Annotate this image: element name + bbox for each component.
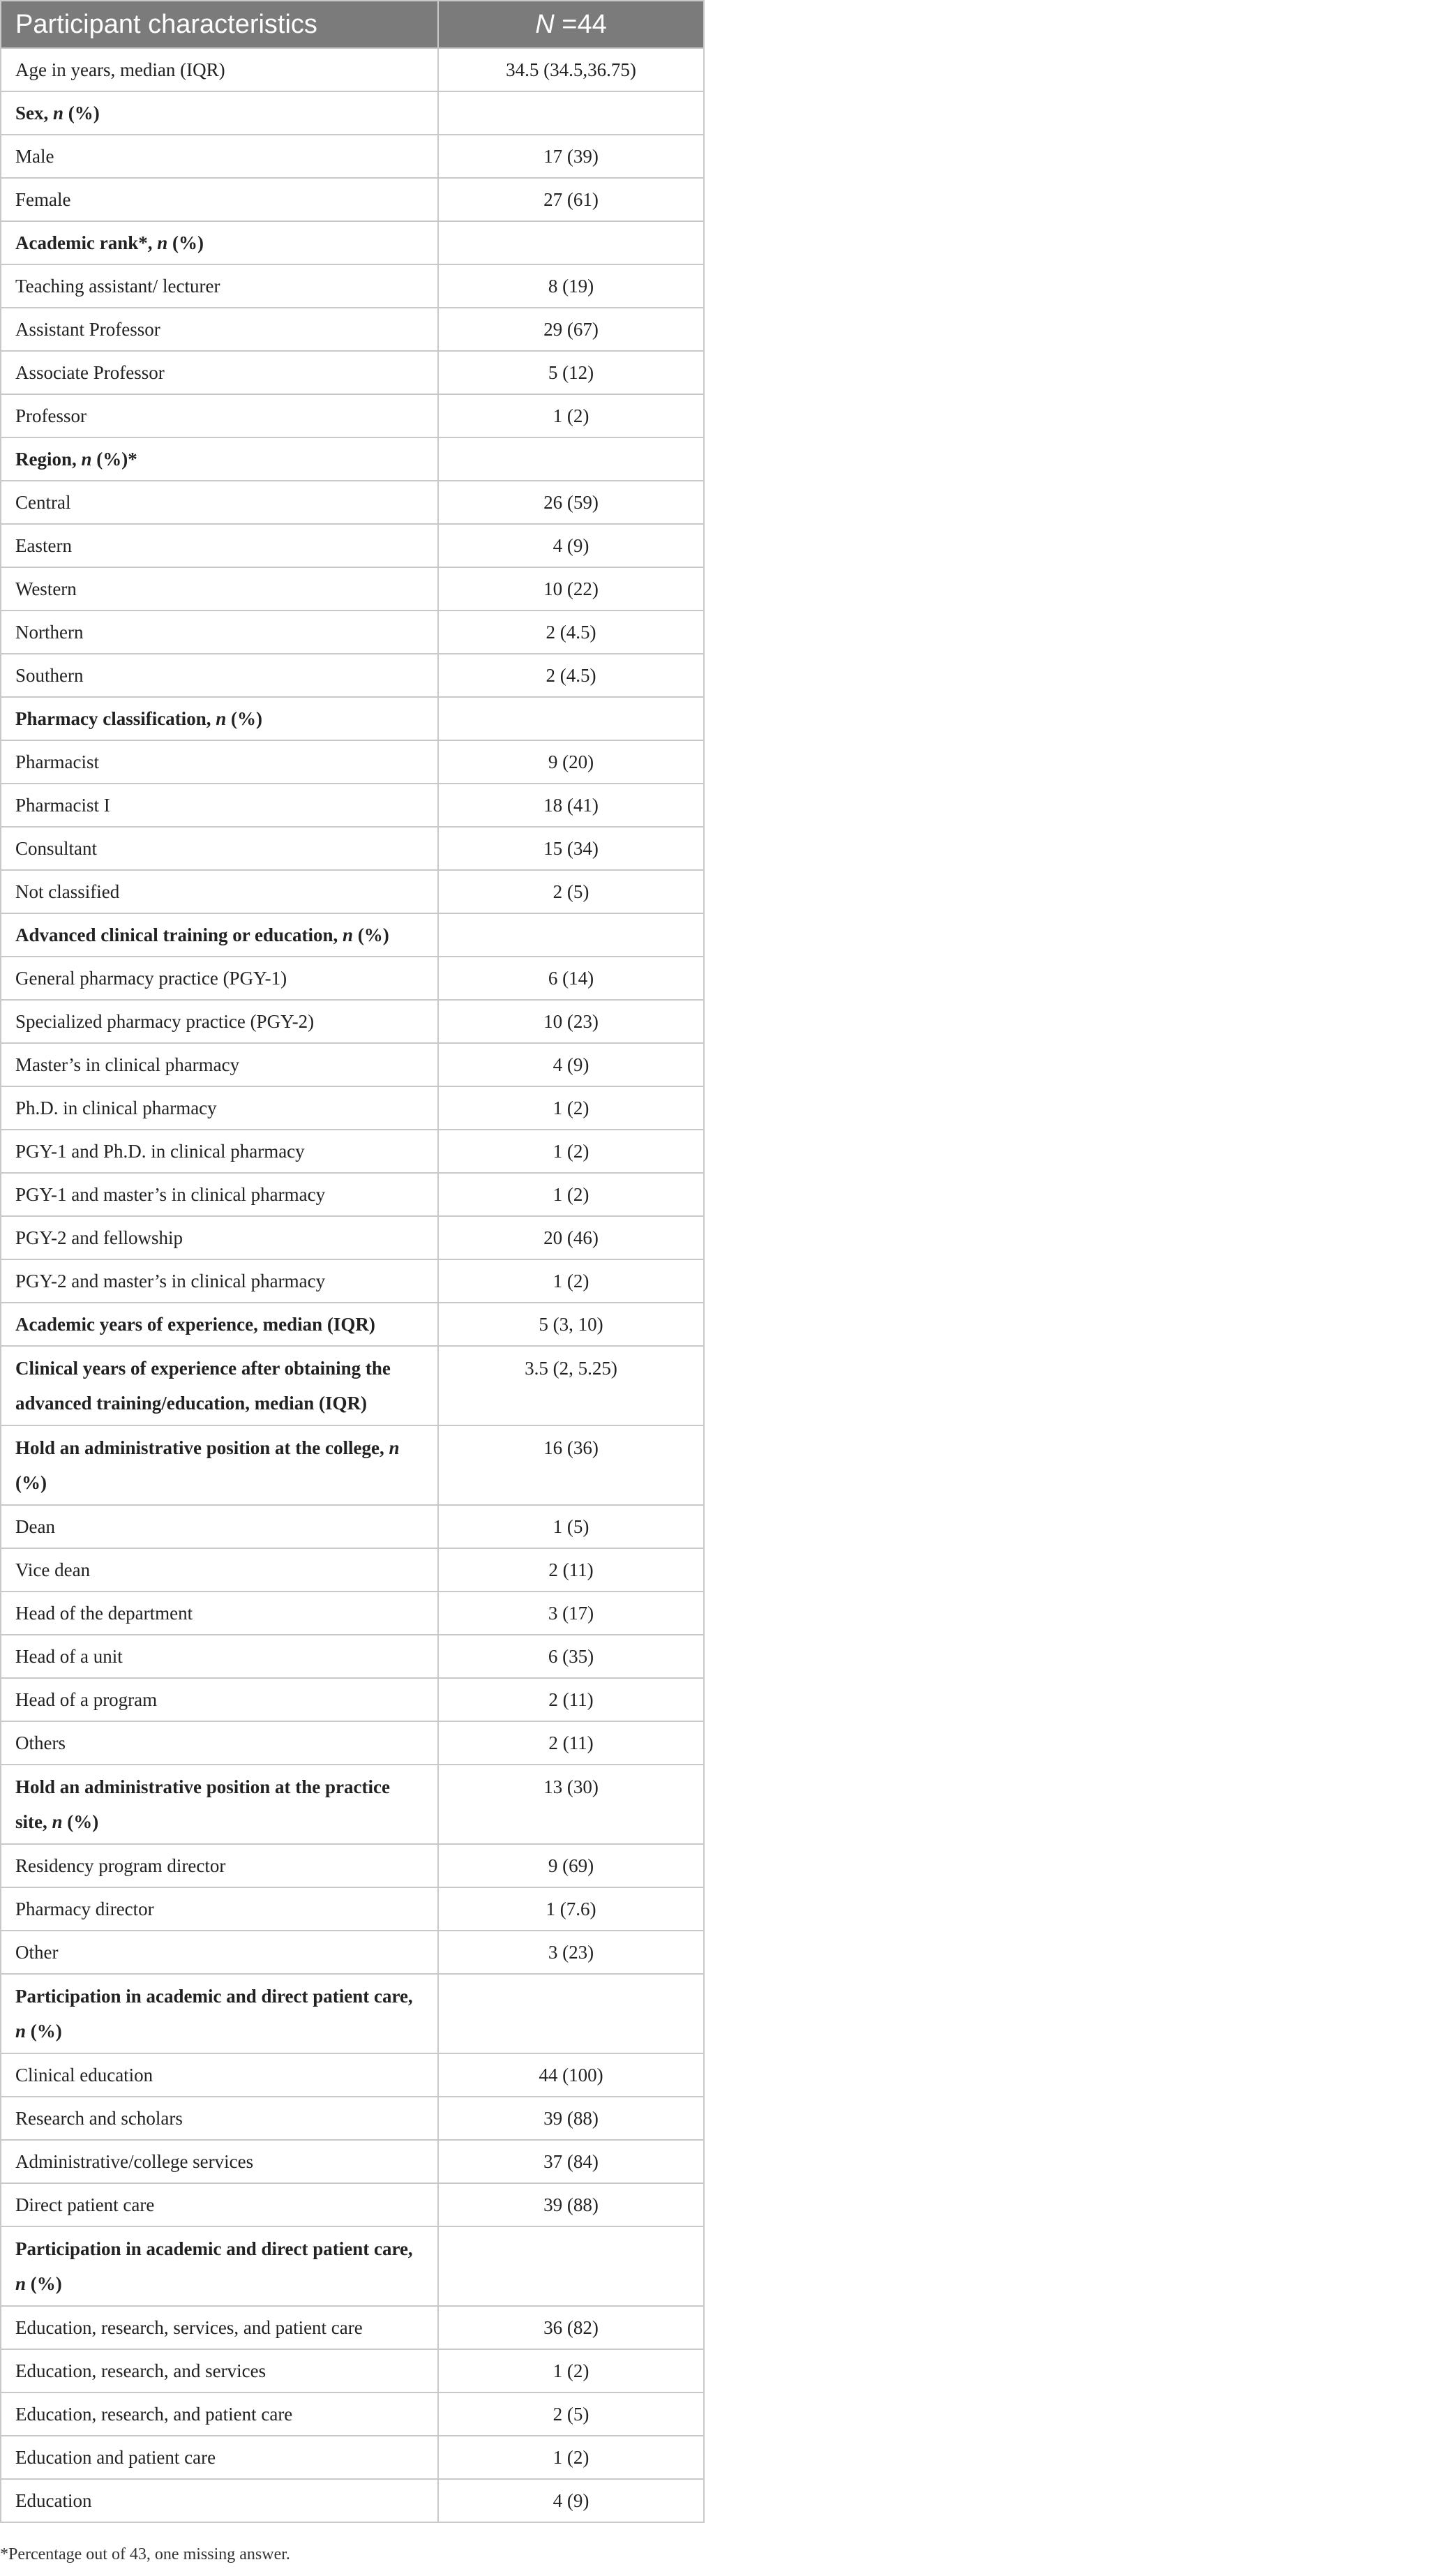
row-value: 3.5 (2, 5.25) bbox=[438, 1346, 704, 1425]
table-row bbox=[1, 2226, 704, 2306]
row-value: 10 (23) bbox=[438, 1000, 704, 1043]
row-label-text: Participation in academic and direct patient care, bbox=[15, 2238, 413, 2259]
row-label-text: Age in years, median (IQR) bbox=[15, 59, 225, 80]
row-label-text: General pharmacy practice (PGY-1) bbox=[15, 968, 287, 989]
row-value: 16 (36) bbox=[438, 1425, 704, 1505]
row-label bbox=[1, 2436, 438, 2479]
section-label bbox=[1, 1974, 438, 2053]
row-label-suffix: (%) bbox=[167, 232, 204, 253]
table-row bbox=[1, 2097, 704, 2140]
row-label bbox=[1, 2349, 438, 2392]
row-label-suffix: (%) bbox=[353, 924, 389, 945]
table-row bbox=[1, 48, 704, 91]
table-row bbox=[1, 1721, 704, 1765]
section-label bbox=[1, 1765, 438, 1844]
table-row bbox=[1, 308, 704, 351]
table-row bbox=[1, 1173, 704, 1216]
row-value: 18 (41) bbox=[438, 784, 704, 827]
table-row bbox=[1, 1931, 704, 1974]
row-label-text: Education bbox=[15, 2490, 92, 2511]
row-value: 39 (88) bbox=[438, 2097, 704, 2140]
row-label bbox=[1, 1887, 438, 1931]
section-label bbox=[1, 437, 438, 481]
table-row bbox=[1, 2349, 704, 2392]
table-row bbox=[1, 1887, 704, 1931]
header-sample-size bbox=[438, 1, 704, 48]
row-value: 2 (4.5) bbox=[438, 611, 704, 654]
table-row bbox=[1, 2053, 704, 2097]
table-row bbox=[1, 1043, 704, 1086]
row-label-n-symbol: n bbox=[389, 1437, 400, 1458]
row-label-text: PGY-1 and Ph.D. in clinical pharmacy bbox=[15, 1141, 305, 1162]
table-row bbox=[1, 1844, 704, 1887]
table-row bbox=[1, 1303, 704, 1346]
row-label-suffix: (%)* bbox=[91, 449, 137, 470]
table-row bbox=[1, 870, 704, 913]
row-value: 20 (46) bbox=[438, 1216, 704, 1259]
row-label-text: Consultant bbox=[15, 838, 98, 859]
row-value: 39 (88) bbox=[438, 2183, 704, 2226]
row-label-text: Academic years of experience, median (IQR) bbox=[15, 1314, 375, 1335]
row-value: 1 (2) bbox=[438, 1173, 704, 1216]
table-row bbox=[1, 784, 704, 827]
row-value: 3 (23) bbox=[438, 1931, 704, 1974]
table-row bbox=[1, 2392, 704, 2436]
row-label bbox=[1, 1548, 438, 1592]
row-label bbox=[1, 2392, 438, 2436]
row-label-text: Head of the department bbox=[15, 1603, 193, 1624]
row-value: 1 (2) bbox=[438, 2436, 704, 2479]
row-value: 15 (34) bbox=[438, 827, 704, 870]
table-row bbox=[1, 221, 704, 264]
row-label bbox=[1, 784, 438, 827]
row-label-suffix: (%) bbox=[226, 708, 262, 729]
row-value: 1 (2) bbox=[438, 394, 704, 437]
table-row bbox=[1, 1086, 704, 1130]
section-label bbox=[1, 91, 438, 135]
row-label-text: Dean bbox=[15, 1516, 55, 1537]
row-value bbox=[438, 1974, 704, 2053]
row-label bbox=[1, 48, 438, 91]
row-label bbox=[1, 1216, 438, 1259]
table-row bbox=[1, 1000, 704, 1043]
row-value bbox=[438, 2226, 704, 2306]
row-label bbox=[1, 611, 438, 654]
row-label bbox=[1, 2097, 438, 2140]
row-label bbox=[1, 1505, 438, 1548]
row-label-text: Clinical education bbox=[15, 2065, 153, 2085]
row-value: 4 (9) bbox=[438, 1043, 704, 1086]
row-value: 5 (12) bbox=[438, 351, 704, 394]
row-label bbox=[1, 394, 438, 437]
row-label-text: Head of a program bbox=[15, 1689, 158, 1710]
row-label bbox=[1, 2183, 438, 2226]
row-label-n-symbol: n bbox=[343, 924, 354, 945]
row-value: 2 (11) bbox=[438, 1678, 704, 1721]
row-label-text: Others bbox=[15, 1732, 66, 1753]
row-label bbox=[1, 178, 438, 221]
row-label-text: Western bbox=[15, 578, 77, 599]
row-label-text: Associate Professor bbox=[15, 362, 165, 383]
row-value: 4 (9) bbox=[438, 524, 704, 567]
row-label-text: Residency program director bbox=[15, 1855, 226, 1876]
table-row bbox=[1, 1548, 704, 1592]
table-footnote: *Percentage out of 43, one missing answer. bbox=[0, 2545, 290, 2563]
row-label-text: Head of a unit bbox=[15, 1646, 123, 1667]
table-row bbox=[1, 567, 704, 611]
header-row bbox=[1, 1, 704, 48]
table-row bbox=[1, 1259, 704, 1303]
row-value: 13 (30) bbox=[438, 1765, 704, 1844]
row-value: 36 (82) bbox=[438, 2306, 704, 2349]
row-label-n-symbol: n bbox=[53, 103, 64, 123]
section-label bbox=[1, 1303, 438, 1346]
table-row bbox=[1, 1635, 704, 1678]
row-label bbox=[1, 1086, 438, 1130]
row-value: 4 (9) bbox=[438, 2479, 704, 2522]
row-label-n-symbol: n bbox=[52, 1811, 63, 1832]
row-label-text: PGY-2 and fellowship bbox=[15, 1227, 183, 1248]
table-row bbox=[1, 697, 704, 740]
table-row bbox=[1, 1130, 704, 1173]
row-label-text: Assistant Professor bbox=[15, 319, 160, 340]
row-value: 10 (22) bbox=[438, 567, 704, 611]
row-label bbox=[1, 524, 438, 567]
row-label-suffix: (%) bbox=[15, 1472, 47, 1493]
row-value: 5 (3, 10) bbox=[438, 1303, 704, 1346]
row-label-text: Hold an administrative position at the college, bbox=[15, 1437, 389, 1458]
table-row bbox=[1, 91, 704, 135]
row-label-text: Pharmacy director bbox=[15, 1899, 154, 1919]
row-label-text: Research and scholars bbox=[15, 2108, 183, 2129]
row-label-text: Region, bbox=[15, 449, 82, 470]
row-label-text: Direct patient care bbox=[15, 2194, 155, 2215]
table-row bbox=[1, 1678, 704, 1721]
row-value: 1 (2) bbox=[438, 1086, 704, 1130]
table-row bbox=[1, 394, 704, 437]
table-row bbox=[1, 827, 704, 870]
table-row bbox=[1, 2436, 704, 2479]
table-row bbox=[1, 1505, 704, 1548]
header-n-symbol: N bbox=[535, 9, 555, 39]
row-label-text: PGY-1 and master’s in clinical pharmacy bbox=[15, 1184, 326, 1205]
row-label bbox=[1, 1592, 438, 1635]
row-label bbox=[1, 264, 438, 308]
table-row bbox=[1, 1425, 704, 1505]
table-row bbox=[1, 611, 704, 654]
row-label-text: Vice dean bbox=[15, 1559, 91, 1580]
row-label bbox=[1, 740, 438, 784]
row-label bbox=[1, 1931, 438, 1974]
table-row bbox=[1, 351, 704, 394]
row-value: 29 (67) bbox=[438, 308, 704, 351]
section-label bbox=[1, 913, 438, 957]
row-label-text: Pharmacy classification, bbox=[15, 708, 216, 729]
row-value: 8 (19) bbox=[438, 264, 704, 308]
row-label-text: Education and patient care bbox=[15, 2447, 216, 2468]
row-label-suffix: (%) bbox=[26, 2021, 62, 2042]
row-label bbox=[1, 2053, 438, 2097]
table-row bbox=[1, 957, 704, 1000]
row-label-n-symbol: n bbox=[157, 232, 168, 253]
table-row bbox=[1, 1974, 704, 2053]
table-row bbox=[1, 437, 704, 481]
table-row bbox=[1, 1216, 704, 1259]
header-n-value: =44 bbox=[554, 9, 607, 39]
row-label-text: Master’s in clinical pharmacy bbox=[15, 1054, 240, 1075]
row-label bbox=[1, 957, 438, 1000]
row-label-text: Education, research, services, and patient care bbox=[15, 2317, 363, 2338]
row-value: 2 (11) bbox=[438, 1548, 704, 1592]
row-label-text: Pharmacist I bbox=[15, 795, 110, 816]
row-value: 1 (2) bbox=[438, 1259, 704, 1303]
table-row bbox=[1, 135, 704, 178]
row-label bbox=[1, 567, 438, 611]
row-label bbox=[1, 1678, 438, 1721]
row-label-text: Advanced clinical training or education, bbox=[15, 924, 343, 945]
row-label-n-symbol: n bbox=[15, 2273, 27, 2294]
row-label bbox=[1, 308, 438, 351]
row-value: 3 (17) bbox=[438, 1592, 704, 1635]
row-label-text: Southern bbox=[15, 665, 84, 686]
table-row bbox=[1, 2140, 704, 2183]
row-value: 2 (5) bbox=[438, 870, 704, 913]
section-label bbox=[1, 697, 438, 740]
row-value: 1 (5) bbox=[438, 1505, 704, 1548]
row-label bbox=[1, 1259, 438, 1303]
row-value bbox=[438, 91, 704, 135]
table-row bbox=[1, 178, 704, 221]
row-label-text: Education, research, and patient care bbox=[15, 2404, 293, 2425]
row-value: 9 (20) bbox=[438, 740, 704, 784]
table-row bbox=[1, 913, 704, 957]
row-value: 1 (7.6) bbox=[438, 1887, 704, 1931]
row-value: 27 (61) bbox=[438, 178, 704, 221]
row-value: 6 (14) bbox=[438, 957, 704, 1000]
row-label bbox=[1, 1844, 438, 1887]
row-label-text: Not classified bbox=[15, 881, 120, 902]
row-label-text: Male bbox=[15, 146, 54, 167]
row-label-suffix: (%) bbox=[62, 1811, 99, 1832]
participant-characteristics-table bbox=[0, 0, 705, 2523]
row-label-text: Sex, bbox=[15, 103, 53, 123]
row-label-suffix: (%) bbox=[63, 103, 100, 123]
row-value bbox=[438, 697, 704, 740]
row-label bbox=[1, 351, 438, 394]
row-label bbox=[1, 2306, 438, 2349]
row-label-text: PGY-2 and master’s in clinical pharmacy bbox=[15, 1271, 326, 1291]
row-value: 17 (39) bbox=[438, 135, 704, 178]
row-value bbox=[438, 913, 704, 957]
row-label-text: Central bbox=[15, 492, 71, 513]
row-value: 1 (2) bbox=[438, 1130, 704, 1173]
table-row bbox=[1, 264, 704, 308]
row-label bbox=[1, 870, 438, 913]
row-label bbox=[1, 827, 438, 870]
table-row bbox=[1, 654, 704, 697]
row-label-text: Clinical years of experience after obtaining the advanced training/education, median (IQR) bbox=[15, 1358, 391, 1414]
row-value: 37 (84) bbox=[438, 2140, 704, 2183]
row-label-text: Female bbox=[15, 189, 71, 210]
row-label bbox=[1, 1000, 438, 1043]
table-body bbox=[1, 48, 704, 2522]
section-label bbox=[1, 1346, 438, 1425]
row-label-n-symbol: n bbox=[81, 449, 92, 470]
row-label bbox=[1, 2140, 438, 2183]
row-label-text: Teaching assistant/ lecturer bbox=[15, 276, 220, 297]
table-row bbox=[1, 2183, 704, 2226]
row-label-text: Pharmacist bbox=[15, 751, 99, 772]
row-label-text: Hold an administrative position at the practice site, bbox=[15, 1776, 390, 1832]
row-label-text: Other bbox=[15, 1942, 59, 1963]
row-value: 2 (11) bbox=[438, 1721, 704, 1765]
table-row bbox=[1, 1346, 704, 1425]
table-row bbox=[1, 1592, 704, 1635]
row-label bbox=[1, 135, 438, 178]
row-value: 6 (35) bbox=[438, 1635, 704, 1678]
row-label bbox=[1, 1635, 438, 1678]
row-label bbox=[1, 2479, 438, 2522]
row-label bbox=[1, 1043, 438, 1086]
characteristics-table-container bbox=[0, 0, 703, 2523]
row-label-text: Ph.D. in clinical pharmacy bbox=[15, 1098, 217, 1118]
row-label bbox=[1, 1173, 438, 1216]
row-value: 1 (2) bbox=[438, 2349, 704, 2392]
row-label-text: Specialized pharmacy practice (PGY-2) bbox=[15, 1011, 315, 1032]
row-label-text: Participation in academic and direct patient care, bbox=[15, 1986, 413, 2007]
table-row bbox=[1, 2479, 704, 2522]
row-label-text: Administrative/college services bbox=[15, 2151, 254, 2172]
row-value: 34.5 (34.5,36.75) bbox=[438, 48, 704, 91]
table-header bbox=[1, 1, 704, 48]
table-row bbox=[1, 524, 704, 567]
row-label bbox=[1, 1721, 438, 1765]
row-label-text: Professor bbox=[15, 405, 87, 426]
table-row bbox=[1, 1765, 704, 1844]
row-label-n-symbol: n bbox=[15, 2021, 27, 2042]
table-row bbox=[1, 2306, 704, 2349]
row-label-text: Eastern bbox=[15, 535, 72, 556]
section-label bbox=[1, 1425, 438, 1505]
row-value bbox=[438, 221, 704, 264]
row-label bbox=[1, 481, 438, 524]
row-label-suffix: (%) bbox=[26, 2273, 62, 2294]
table-row bbox=[1, 740, 704, 784]
row-value: 2 (5) bbox=[438, 2392, 704, 2436]
row-label bbox=[1, 654, 438, 697]
row-value: 2 (4.5) bbox=[438, 654, 704, 697]
row-label-n-symbol: n bbox=[216, 708, 227, 729]
row-value: 26 (59) bbox=[438, 481, 704, 524]
row-value: 9 (69) bbox=[438, 1844, 704, 1887]
row-label-text: Education, research, and services bbox=[15, 2360, 266, 2381]
row-label-text: Academic rank*, bbox=[15, 232, 158, 253]
row-value: 44 (100) bbox=[438, 2053, 704, 2097]
row-label-text: Northern bbox=[15, 622, 84, 643]
row-label bbox=[1, 1130, 438, 1173]
header-participant-characteristics: Participant characteristics bbox=[1, 1, 438, 48]
section-label bbox=[1, 2226, 438, 2306]
section-label bbox=[1, 221, 438, 264]
row-value bbox=[438, 437, 704, 481]
table-row bbox=[1, 481, 704, 524]
